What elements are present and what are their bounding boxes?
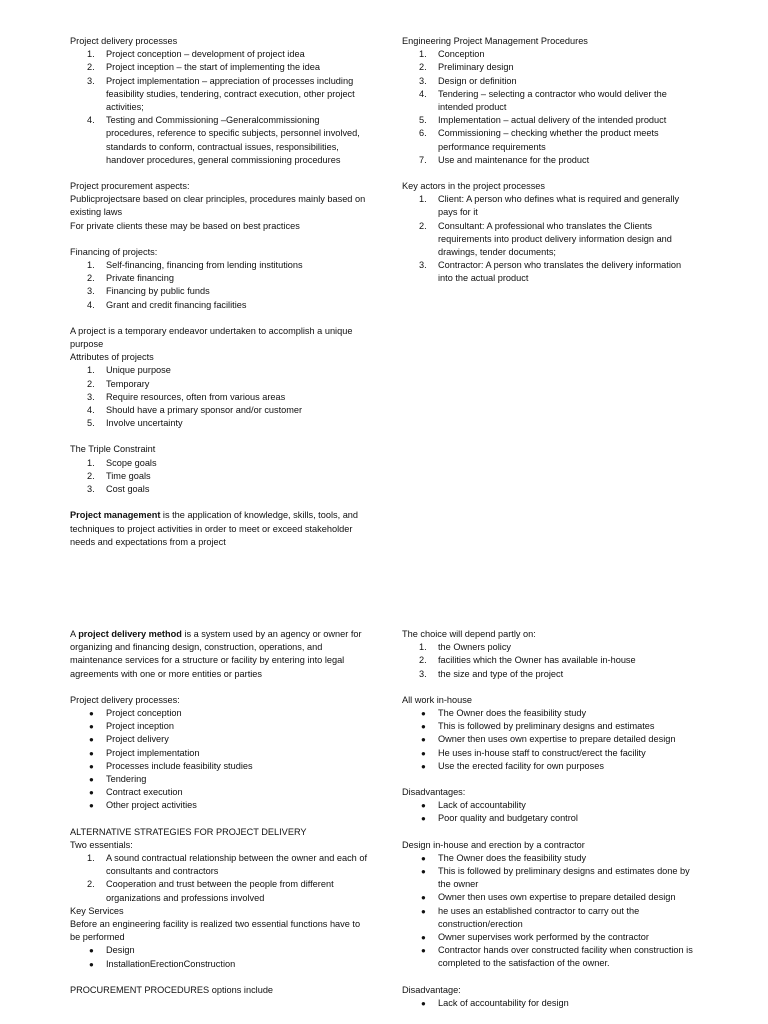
- list-item-text: Owner then uses own expertise to prepare detailed design: [438, 892, 676, 903]
- list-number: 3.: [87, 286, 95, 297]
- list-item-text: Private financing: [106, 273, 174, 284]
- list-item-text: Scope goals: [106, 457, 157, 468]
- list-item-text: Owner then uses own expertise to prepare detailed design: [438, 734, 676, 745]
- list-item-text: Time goals: [106, 470, 151, 481]
- list-number: 1.: [87, 365, 95, 376]
- list-item: [70, 707, 370, 720]
- list-item: [70, 364, 370, 377]
- disadvantages-list: [402, 799, 697, 825]
- list-item-text: Use and maintenance for the product: [438, 154, 590, 165]
- list-item-text: Conception: [438, 49, 485, 60]
- list-item: [402, 127, 697, 153]
- design-inhouse-heading: Design in-house and erection by a contractor: [402, 839, 585, 850]
- list-item-text: Tendering: [106, 774, 147, 785]
- bullet-icon: ●: [89, 709, 94, 719]
- disadvantage-heading: Disadvantage:: [402, 984, 461, 995]
- list-number: 1.: [419, 194, 427, 205]
- key-actors-list: [402, 193, 697, 285]
- procurement-procedures-line: PROCUREMENT PROCEDURES options include: [70, 984, 274, 995]
- page1-right-column: [402, 35, 697, 286]
- choice-list: [402, 641, 697, 681]
- list-item-text: Project conception – development of project idea: [106, 49, 305, 60]
- list-number: 1.: [87, 49, 95, 60]
- page2-right-column: [402, 628, 697, 1010]
- list-item: [70, 259, 370, 272]
- bullet-icon: ●: [421, 735, 426, 745]
- list-item: [402, 193, 697, 219]
- bullet-icon: ●: [421, 933, 426, 943]
- list-number: 1.: [87, 853, 95, 864]
- two-essentials-heading: Two essentials:: [70, 839, 133, 850]
- list-item: [402, 760, 697, 773]
- list-item: [402, 997, 697, 1010]
- disadvantages-heading: Disadvantages:: [402, 787, 466, 798]
- list-item: [402, 654, 697, 667]
- list-item: [70, 272, 370, 285]
- two-essentials-list: [70, 852, 370, 905]
- list-item-text: Contractor: A person who translates the delivery information into the actual product: [438, 260, 682, 284]
- list-item-text: Project conception: [106, 708, 182, 719]
- list-item-text: Tendering – selecting a contractor who would deliver the intended product: [438, 88, 667, 113]
- list-item-text: Lack of accountability for design: [438, 997, 569, 1008]
- list-item: [70, 391, 370, 404]
- financing-list: [70, 259, 370, 312]
- disadvantage-list: [402, 997, 697, 1010]
- list-item-text: Temporary: [106, 378, 150, 389]
- essential-functions-text: Before an engineering facility is realized two essential functions have to be performed: [70, 919, 361, 943]
- delivery-processes-heading: Project delivery processes: [70, 36, 178, 46]
- procurement-heading: Project procurement aspects:: [70, 181, 190, 192]
- design-inhouse-list: [402, 852, 697, 971]
- bullet-icon: ●: [89, 761, 94, 771]
- list-item: [70, 48, 370, 61]
- bullet-icon: ●: [421, 722, 426, 732]
- delivery-method-pre: A: [70, 629, 79, 639]
- list-item: [70, 378, 370, 391]
- list-item: [402, 641, 697, 654]
- list-number: 2.: [87, 470, 95, 481]
- delivery-method-term: project delivery method: [78, 629, 182, 639]
- list-item: [402, 720, 697, 733]
- list-item-text: Involve uncertainty: [106, 418, 183, 429]
- list-number: 2.: [419, 62, 427, 73]
- list-item: [70, 747, 370, 760]
- list-item-text: Other project activities: [106, 800, 197, 811]
- list-item: [402, 61, 697, 74]
- page2-left-column: [70, 628, 370, 997]
- essential-functions-list: [70, 944, 370, 970]
- list-item-text: Design: [106, 945, 135, 956]
- list-item-text: Testing and Commissioning –Generalcommissioning procedures, reference to specific subjects, personnel involved, standards to conform, contractual issues, responsibilities, handover procedures, general commissioning procedures: [106, 115, 360, 165]
- list-item: [402, 747, 697, 760]
- bullet-icon: ●: [421, 761, 426, 771]
- list-item-text: The Owner does the feasibility study: [438, 708, 587, 719]
- list-item: [402, 707, 697, 720]
- bullet-icon: ●: [89, 735, 94, 745]
- list-item: [70, 75, 370, 115]
- list-item-text: Financing by public funds: [106, 286, 210, 297]
- triple-constraint-list: [70, 457, 370, 497]
- list-item-text: the Owners policy: [438, 642, 512, 653]
- bullet-icon: ●: [89, 722, 94, 732]
- list-item-text: Preliminary design: [438, 62, 514, 73]
- list-item-text: Design or definition: [438, 75, 517, 86]
- procurement-private-text: For private clients these may be based on best practices: [70, 220, 300, 231]
- all-work-inhouse-heading: All work in-house: [402, 694, 472, 705]
- list-number: 1.: [87, 457, 95, 468]
- bullet-icon: ●: [421, 748, 426, 758]
- delivery-method-text: is a system used by an agency or owner for organizing and financing design, construction, operations, and maintenance services for a structure or facility by entering into legal agreements with one or more entities or parties: [70, 629, 362, 679]
- list-item: [402, 905, 697, 931]
- bullet-icon: ●: [89, 959, 94, 969]
- list-item: [70, 720, 370, 733]
- list-item-text: Poor quality and budgetary control: [438, 813, 578, 824]
- project-management-definition: [70, 509, 370, 549]
- list-number: 4.: [87, 115, 95, 126]
- list-item: [70, 457, 370, 470]
- list-number: 4.: [87, 299, 95, 310]
- list-item: [70, 299, 370, 312]
- bullet-icon: ●: [421, 814, 426, 824]
- list-item: [402, 812, 697, 825]
- list-item: [402, 220, 697, 260]
- list-item: [70, 852, 370, 878]
- list-number: 3.: [87, 75, 95, 86]
- list-item-text: The Owner does the feasibility study: [438, 852, 587, 863]
- list-item-text: the size and type of the project: [438, 668, 564, 679]
- list-item: [402, 865, 697, 891]
- list-item-text: Project implementation – appreciation of processes including feasibility studies, tendering, contract execution, other project activities;: [106, 75, 355, 113]
- list-item: [70, 483, 370, 496]
- list-item: [70, 404, 370, 417]
- list-item-text: Client: A person who defines what is required and generally pays for it: [438, 194, 680, 218]
- list-item-text: Cost goals: [106, 484, 150, 495]
- list-item-text: InstallationErectionConstruction: [106, 958, 236, 969]
- project-management-text: is the application of knowledge, skills, tools, and techniques to project activities in order to meet or exceed stakeholder needs and expectations from a project: [70, 510, 359, 547]
- list-item-text: Project delivery: [106, 734, 169, 745]
- bullet-icon: ●: [421, 998, 426, 1008]
- bullet-icon: ●: [421, 709, 426, 719]
- list-number: 1.: [419, 642, 427, 653]
- list-item: [402, 852, 697, 865]
- list-item: [70, 285, 370, 298]
- delivery-processes-heading-2: Project delivery processes:: [70, 694, 180, 705]
- list-number: 1.: [87, 260, 95, 271]
- list-item-text: Lack of accountability: [438, 800, 526, 811]
- list-item: [402, 944, 697, 970]
- list-number: 2.: [87, 378, 95, 389]
- list-item-text: A sound contractual relationship between the owner and each of consultants and contractors: [106, 853, 367, 877]
- list-item: [70, 760, 370, 773]
- bullet-icon: ●: [89, 946, 94, 956]
- list-item-text: Require resources, often from various areas: [106, 391, 286, 402]
- list-item-text: Contract execution: [106, 787, 183, 798]
- engineering-procedures-list: [402, 48, 697, 167]
- bullet-icon: ●: [421, 906, 426, 916]
- list-item-text: Self-financing, financing from lending institutions: [106, 260, 303, 271]
- list-number: 5.: [419, 115, 427, 126]
- list-item: [402, 733, 697, 746]
- list-item: [70, 773, 370, 786]
- financing-heading: Financing of projects:: [70, 246, 158, 257]
- list-number: 2.: [419, 220, 427, 231]
- list-number: 2.: [87, 273, 95, 284]
- list-item-text: Project inception – the start of implementing the idea: [106, 62, 320, 73]
- list-number: 7.: [419, 154, 427, 165]
- list-number: 5.: [87, 418, 95, 429]
- list-item-text: Unique purpose: [106, 365, 171, 376]
- list-item-text: This is followed by preliminary designs and estimates done by the owner: [438, 866, 690, 890]
- bullet-icon: ●: [421, 946, 426, 956]
- procurement-public-text: Publicprojectsare based on clear principles, procedures mainly based on existing laws: [70, 194, 366, 218]
- list-item-text: He uses in-house staff to construct/erect the facility: [438, 747, 646, 758]
- list-item-text: Grant and credit financing facilities: [106, 299, 247, 310]
- list-item: [402, 668, 697, 681]
- alternative-strategies-heading: ALTERNATIVE STRATEGIES FOR PROJECT DELIVERY: [70, 826, 307, 837]
- list-item-text: This is followed by preliminary designs and estimates: [438, 721, 655, 732]
- list-item: [402, 75, 697, 88]
- list-item: [70, 733, 370, 746]
- list-item: [70, 786, 370, 799]
- list-item: [402, 88, 697, 114]
- project-definition-text: A project is a temporary endeavor undertaken to accomplish a unique purpose: [70, 325, 353, 350]
- list-item: [70, 878, 370, 904]
- list-number: 3.: [87, 484, 95, 495]
- triple-constraint-heading: The Triple Constraint: [70, 444, 156, 455]
- list-number: 3.: [419, 668, 427, 679]
- list-number: 2.: [419, 655, 427, 666]
- project-management-term: Project management: [70, 510, 161, 521]
- list-item: [70, 799, 370, 812]
- list-item: [402, 799, 697, 812]
- list-item-text: Processes include feasibility studies: [106, 760, 253, 771]
- list-item-text: Cooperation and trust between the people from different organizations and professions involved: [106, 879, 334, 903]
- all-work-inhouse-list: [402, 707, 697, 773]
- bullet-icon: ●: [89, 775, 94, 785]
- list-item-text: Project implementation: [106, 747, 200, 758]
- list-number: 3.: [419, 75, 427, 86]
- list-item-text: he uses an established contractor to carry out the construction/erection: [438, 905, 640, 929]
- list-item: [402, 891, 697, 904]
- choice-heading: The choice will depend partly on:: [402, 629, 536, 639]
- list-item: [70, 114, 370, 167]
- list-item: [70, 944, 370, 957]
- attributes-heading: Attributes of projects: [70, 352, 154, 363]
- list-item: [70, 61, 370, 74]
- list-item: [402, 48, 697, 61]
- bullet-icon: ●: [89, 801, 94, 811]
- key-services-heading: Key Services: [70, 905, 124, 916]
- list-item: [402, 114, 697, 127]
- delivery-processes-list: [70, 48, 370, 167]
- delivery-processes-bullets: [70, 707, 370, 813]
- bullet-icon: ●: [421, 853, 426, 863]
- list-number: 3.: [419, 260, 427, 271]
- list-item-text: Owner supervises work performed by the contractor: [438, 932, 649, 943]
- list-item: [402, 154, 697, 167]
- engineering-procedures-heading: Engineering Project Management Procedures: [402, 36, 588, 46]
- list-number: 6.: [419, 128, 427, 139]
- list-item-text: Use the erected facility for own purposes: [438, 760, 604, 771]
- list-number: 2.: [87, 879, 95, 890]
- delivery-method-definition: [70, 628, 370, 681]
- bullet-icon: ●: [89, 748, 94, 758]
- bullet-icon: ●: [421, 893, 426, 903]
- list-item-text: Should have a primary sponsor and/or customer: [106, 405, 303, 416]
- bullet-icon: ●: [89, 788, 94, 798]
- list-number: 4.: [87, 405, 95, 416]
- bullet-icon: ●: [421, 867, 426, 877]
- list-item: [70, 417, 370, 430]
- list-item: [402, 259, 697, 285]
- list-item-text: Consultant: A professional who translates the Clients requirements into product delivery information design and drawings, tender documents;: [438, 220, 672, 258]
- list-item-text: Implementation – actual delivery of the intended product: [438, 115, 667, 126]
- list-item-text: Commissioning – checking whether the product meets performance requirements: [438, 128, 659, 152]
- list-item-text: Project inception: [106, 721, 174, 732]
- list-item-text: Contractor hands over constructed facility when construction is completed to the satisfaction of the owner.: [438, 945, 693, 969]
- key-actors-heading: Key actors in the project processes: [402, 181, 545, 192]
- list-number: 2.: [87, 62, 95, 73]
- list-item-text: facilities which the Owner has available in-house: [438, 655, 636, 666]
- list-number: 4.: [419, 88, 427, 99]
- list-number: 1.: [419, 49, 427, 60]
- list-item: [70, 958, 370, 971]
- bullet-icon: ●: [421, 801, 426, 811]
- list-number: 3.: [87, 391, 95, 402]
- attributes-list: [70, 364, 370, 430]
- list-item: [402, 931, 697, 944]
- list-item: [70, 470, 370, 483]
- page1-left-column: [70, 35, 370, 549]
